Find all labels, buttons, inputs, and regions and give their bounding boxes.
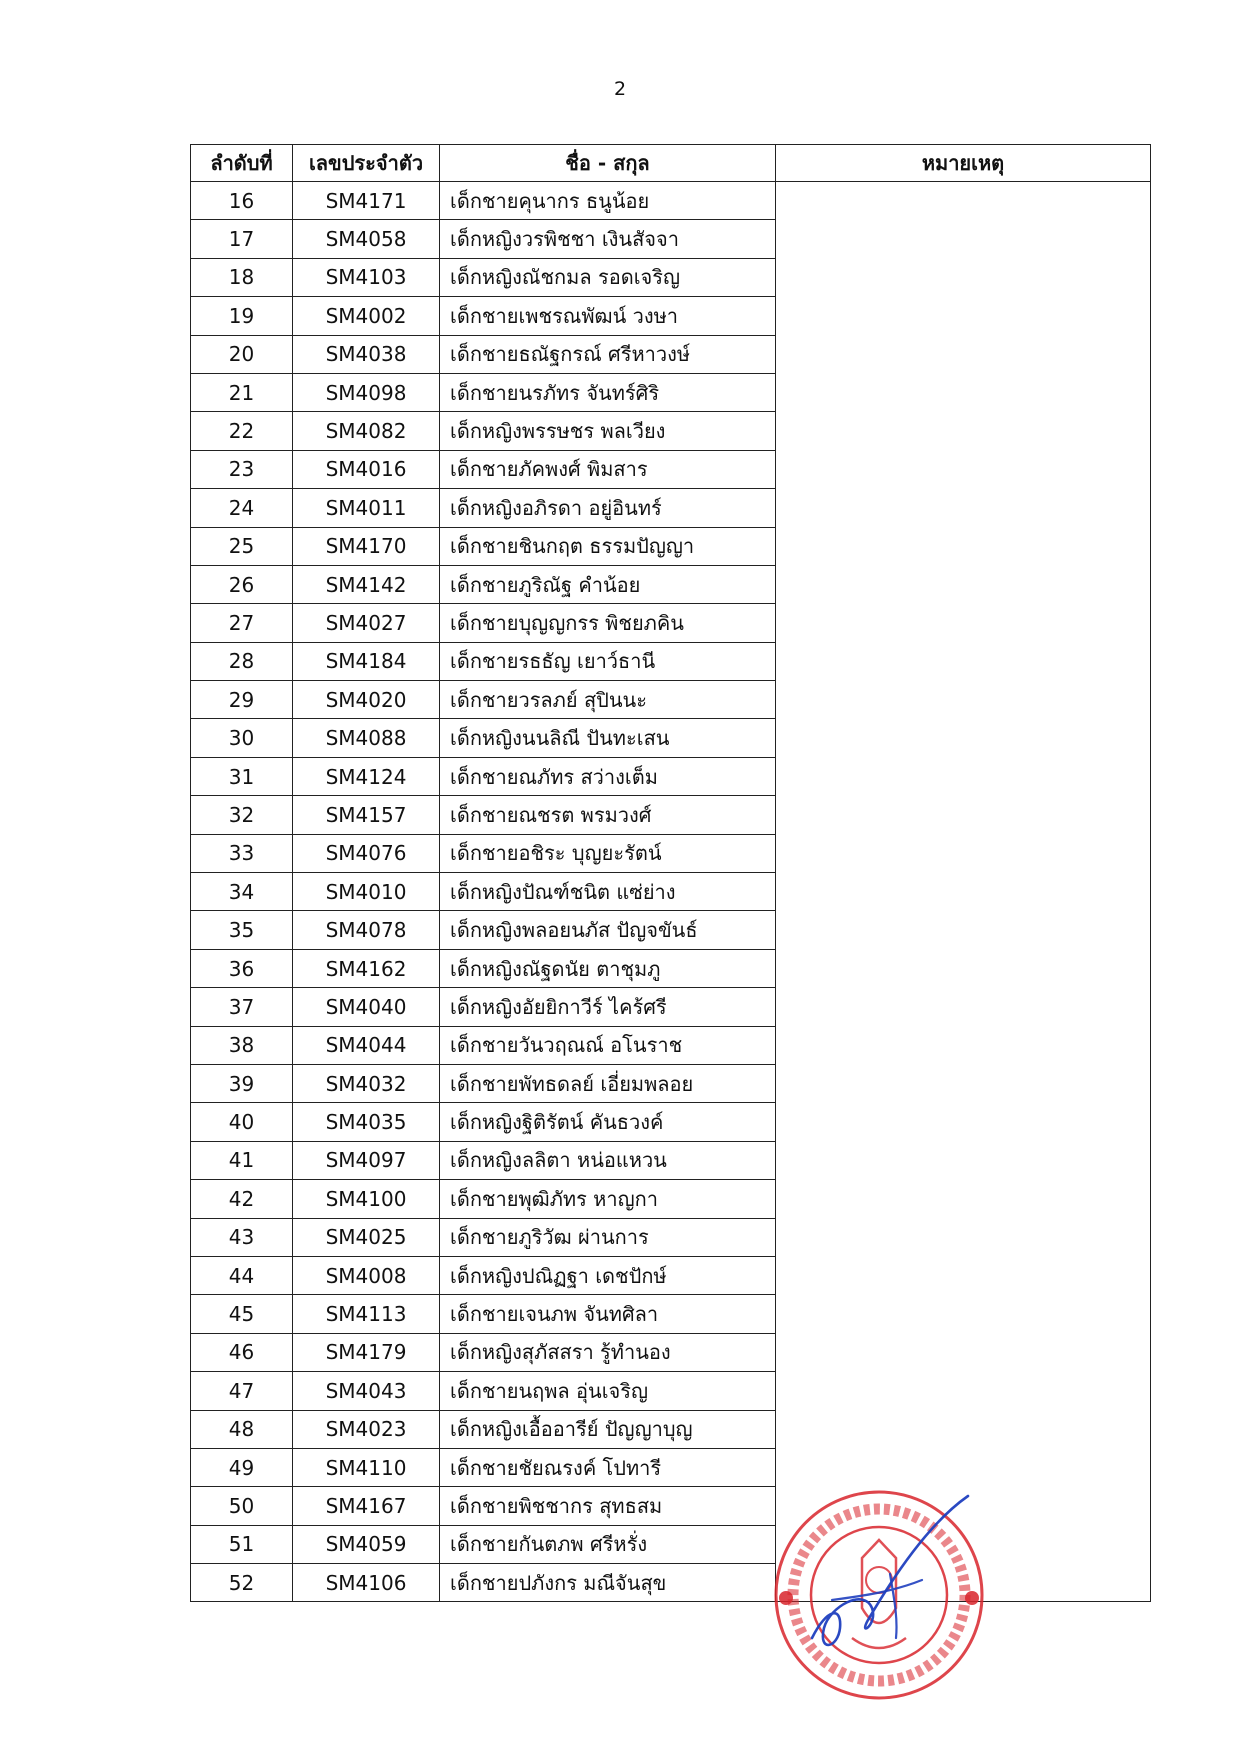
row-number: 48 — [191, 1410, 293, 1448]
student-id: SM4103 — [293, 258, 440, 296]
note-cell — [776, 719, 1151, 757]
student-id: SM4184 — [293, 642, 440, 680]
student-id: SM4098 — [293, 373, 440, 411]
row-number: 27 — [191, 604, 293, 642]
header-note: หมายเหตุ — [776, 145, 1151, 182]
table-row — [191, 834, 1151, 872]
student-name: เด็กชายภูริวัฒ ผ่านการ — [440, 1218, 776, 1256]
note-cell — [776, 949, 1151, 987]
table-row — [191, 220, 1151, 258]
table-row — [191, 1180, 1151, 1218]
note-cell — [776, 1333, 1151, 1371]
seal-lettering-band — [793, 1509, 965, 1681]
row-number: 24 — [191, 489, 293, 527]
note-cell — [776, 1180, 1151, 1218]
student-id: SM4002 — [293, 297, 440, 335]
table-row — [191, 988, 1151, 1026]
table-row — [191, 1103, 1151, 1141]
row-number: 19 — [191, 297, 293, 335]
note-cell — [776, 1064, 1151, 1102]
table-row — [191, 1448, 1151, 1486]
note-cell — [776, 796, 1151, 834]
student-name: เด็กหญิงณัฐดนัย ตาชุมภู — [440, 949, 776, 987]
note-cell — [776, 527, 1151, 565]
row-number: 30 — [191, 719, 293, 757]
row-number: 18 — [191, 258, 293, 296]
table-row — [191, 1064, 1151, 1102]
student-id: SM4032 — [293, 1064, 440, 1102]
student-name: เด็กชายธณัฐกรณ์ ศรีหาวงษ์ — [440, 335, 776, 373]
table-row — [191, 182, 1151, 220]
student-id: SM4008 — [293, 1256, 440, 1294]
student-name: เด็กชายปภังกร มณีจันสุข — [440, 1564, 776, 1602]
student-id: SM4171 — [293, 182, 440, 220]
student-name: เด็กหญิงอัยยิกาวีร์ ไคร้ศรี — [440, 988, 776, 1026]
student-id: SM4035 — [293, 1103, 440, 1141]
note-cell — [776, 182, 1151, 220]
table-row — [191, 1026, 1151, 1064]
student-id: SM4170 — [293, 527, 440, 565]
student-name: เด็กชายวรลภย์ สุปินนะ — [440, 681, 776, 719]
flower-icon — [965, 1591, 979, 1605]
student-name: เด็กชายบุญญกรร พิชยภคิน — [440, 604, 776, 642]
row-number: 34 — [191, 873, 293, 911]
student-name: เด็กชายภูริณัฐ คำน้อย — [440, 565, 776, 603]
note-cell — [776, 1295, 1151, 1333]
student-id: SM4058 — [293, 220, 440, 258]
student-id: SM4020 — [293, 681, 440, 719]
row-number: 26 — [191, 565, 293, 603]
student-name: เด็กชายภัคพงศ์ พิมสาร — [440, 450, 776, 488]
row-number: 32 — [191, 796, 293, 834]
note-cell — [776, 1256, 1151, 1294]
row-number: 49 — [191, 1448, 293, 1486]
table-row — [191, 412, 1151, 450]
student-name: เด็กชายพัทธดลย์ เอี่ยมพลอย — [440, 1064, 776, 1102]
student-name: เด็กชายณชรต พรมวงศ์ — [440, 796, 776, 834]
student-name: เด็กชายเจนภพ จันทศิลา — [440, 1295, 776, 1333]
note-cell — [776, 565, 1151, 603]
student-name: เด็กชายกันตภพ ศรีหรั่ง — [440, 1525, 776, 1563]
student-name: เด็กชายณภัทร สว่างเต็ม — [440, 757, 776, 795]
note-cell — [776, 1372, 1151, 1410]
note-cell — [776, 1026, 1151, 1064]
note-cell — [776, 335, 1151, 373]
student-id: SM4016 — [293, 450, 440, 488]
row-number: 50 — [191, 1487, 293, 1525]
note-cell — [776, 258, 1151, 296]
student-id: SM4167 — [293, 1487, 440, 1525]
student-id: SM4082 — [293, 412, 440, 450]
row-number: 52 — [191, 1564, 293, 1602]
row-number: 23 — [191, 450, 293, 488]
student-name: เด็กชายชัยณรงค์ โปทารี — [440, 1448, 776, 1486]
student-name: เด็กชายอชิระ บุญยะรัตน์ — [440, 834, 776, 872]
student-name: เด็กหญิงอภิรดา อยู่อินทร์ — [440, 489, 776, 527]
student-name: เด็กหญิงณัชกมล รอดเจริญ — [440, 258, 776, 296]
student-id: SM4043 — [293, 1372, 440, 1410]
row-number: 37 — [191, 988, 293, 1026]
student-name: เด็กหญิงนนลิณี ปันทะเสน — [440, 719, 776, 757]
header-student-id: เลขประจำตัว — [293, 145, 440, 182]
student-id: SM4027 — [293, 604, 440, 642]
row-number: 40 — [191, 1103, 293, 1141]
student-name: เด็กหญิงสุภัสสรา รู้ทำนอง — [440, 1333, 776, 1371]
table-row — [191, 1218, 1151, 1256]
table-row — [191, 450, 1151, 488]
note-cell — [776, 911, 1151, 949]
student-name: เด็กหญิงฐิติรัตน์ คันธวงค์ — [440, 1103, 776, 1141]
note-cell — [776, 834, 1151, 872]
student-name: เด็กหญิงพลอยนภัส ปัญจขันธ์ — [440, 911, 776, 949]
student-id: SM4059 — [293, 1525, 440, 1563]
student-name: เด็กชายเพชรณพัฒน์ วงษา — [440, 297, 776, 335]
table-row — [191, 873, 1151, 911]
row-number: 35 — [191, 911, 293, 949]
row-number: 44 — [191, 1256, 293, 1294]
table-row — [191, 719, 1151, 757]
student-id: SM4040 — [293, 988, 440, 1026]
table-row — [191, 681, 1151, 719]
row-number: 43 — [191, 1218, 293, 1256]
student-id: SM4011 — [293, 489, 440, 527]
note-cell — [776, 757, 1151, 795]
row-number: 25 — [191, 527, 293, 565]
row-number: 21 — [191, 373, 293, 411]
table-row — [191, 297, 1151, 335]
student-id: SM4023 — [293, 1410, 440, 1448]
student-name: เด็กหญิงปัณฑ์ชนิต แซ่ย่าง — [440, 873, 776, 911]
note-cell — [776, 220, 1151, 258]
table-row — [191, 258, 1151, 296]
note-cell — [776, 604, 1151, 642]
student-name: เด็กหญิงเอื้ออารีย์ ปัญญาบุญ — [440, 1410, 776, 1448]
student-id: SM4110 — [293, 1448, 440, 1486]
row-number: 29 — [191, 681, 293, 719]
student-id: SM4142 — [293, 565, 440, 603]
row-number: 45 — [191, 1295, 293, 1333]
page-number: 2 — [613, 78, 627, 100]
student-id: SM4100 — [293, 1180, 440, 1218]
note-cell — [776, 1141, 1151, 1179]
note-cell — [776, 681, 1151, 719]
student-id: SM4097 — [293, 1141, 440, 1179]
student-id: SM4078 — [293, 911, 440, 949]
table-row — [191, 1256, 1151, 1294]
row-number: 22 — [191, 412, 293, 450]
student-name: เด็กชายวันวฤณณ์ อโนราช — [440, 1026, 776, 1064]
school-seal-stamp — [772, 1488, 986, 1702]
row-number: 46 — [191, 1333, 293, 1371]
student-id: SM4179 — [293, 1333, 440, 1371]
student-id: SM4124 — [293, 757, 440, 795]
student-id: SM4025 — [293, 1218, 440, 1256]
row-number: 39 — [191, 1064, 293, 1102]
row-number: 51 — [191, 1525, 293, 1563]
student-name: เด็กชายรธธัญ เยาว์ธานี — [440, 642, 776, 680]
table-row — [191, 1487, 1151, 1525]
student-name: เด็กชายคุนากร ธนูน้อย — [440, 182, 776, 220]
student-name: เด็กชายพิชชากร สุทธสม — [440, 1487, 776, 1525]
row-number: 17 — [191, 220, 293, 258]
note-cell — [776, 1218, 1151, 1256]
note-cell — [776, 1410, 1151, 1448]
note-cell — [776, 489, 1151, 527]
table-row — [191, 335, 1151, 373]
student-name: เด็กชายชินกฤต ธรรมปัญญา — [440, 527, 776, 565]
student-name: เด็กหญิงพรรษชร พลเวียง — [440, 412, 776, 450]
row-number: 41 — [191, 1141, 293, 1179]
note-cell — [776, 1103, 1151, 1141]
student-id: SM4157 — [293, 796, 440, 834]
table-row — [191, 565, 1151, 603]
row-number: 42 — [191, 1180, 293, 1218]
table-row — [191, 796, 1151, 834]
flower-icon — [779, 1591, 793, 1605]
note-cell — [776, 450, 1151, 488]
seal-outer-ring — [776, 1492, 982, 1698]
table-row — [191, 757, 1151, 795]
table-header-row — [191, 145, 1151, 182]
row-number: 36 — [191, 949, 293, 987]
student-id: SM4088 — [293, 719, 440, 757]
note-cell — [776, 412, 1151, 450]
table-row — [191, 527, 1151, 565]
table-row — [191, 1410, 1151, 1448]
table-row — [191, 1333, 1151, 1371]
table-row — [191, 604, 1151, 642]
student-name: เด็กชายนรภัทร จันทร์ศิริ — [440, 373, 776, 411]
student-id: SM4010 — [293, 873, 440, 911]
table-body — [191, 182, 1151, 1602]
row-number: 33 — [191, 834, 293, 872]
student-id: SM4106 — [293, 1564, 440, 1602]
table-row — [191, 373, 1151, 411]
row-number: 28 — [191, 642, 293, 680]
table-row — [191, 949, 1151, 987]
table-row — [191, 1372, 1151, 1410]
row-number: 38 — [191, 1026, 293, 1064]
note-cell — [776, 988, 1151, 1026]
table-row — [191, 642, 1151, 680]
student-name: เด็กชายพุฒิภัทร หาญกา — [440, 1180, 776, 1218]
note-cell — [776, 297, 1151, 335]
note-cell — [776, 873, 1151, 911]
note-cell — [776, 642, 1151, 680]
header-name: ชื่อ - สกุล — [440, 145, 776, 182]
student-name: เด็กหญิงวรพิชชา เงินสัจจา — [440, 220, 776, 258]
student-id: SM4113 — [293, 1295, 440, 1333]
header-no: ลำดับที่ — [191, 145, 293, 182]
student-id: SM4076 — [293, 834, 440, 872]
table-row — [191, 1564, 1151, 1602]
row-number: 47 — [191, 1372, 293, 1410]
table-row — [191, 1525, 1151, 1563]
row-number: 31 — [191, 757, 293, 795]
row-number: 20 — [191, 335, 293, 373]
student-id: SM4038 — [293, 335, 440, 373]
seal-emblem-base — [852, 1638, 906, 1648]
student-roster-table — [190, 144, 1151, 1602]
student-name: เด็กหญิงลลิตา หน่อแหวน — [440, 1141, 776, 1179]
note-cell — [776, 373, 1151, 411]
student-name: เด็กหญิงปณิฏฐา เดชปักษ์ — [440, 1256, 776, 1294]
table-row — [191, 1141, 1151, 1179]
table-row — [191, 1295, 1151, 1333]
student-name: เด็กชายนฤพล อุ่นเจริญ — [440, 1372, 776, 1410]
student-id: SM4044 — [293, 1026, 440, 1064]
row-number: 16 — [191, 182, 293, 220]
table-row — [191, 489, 1151, 527]
student-id: SM4162 — [293, 949, 440, 987]
note-cell — [776, 1448, 1151, 1486]
table-row — [191, 911, 1151, 949]
